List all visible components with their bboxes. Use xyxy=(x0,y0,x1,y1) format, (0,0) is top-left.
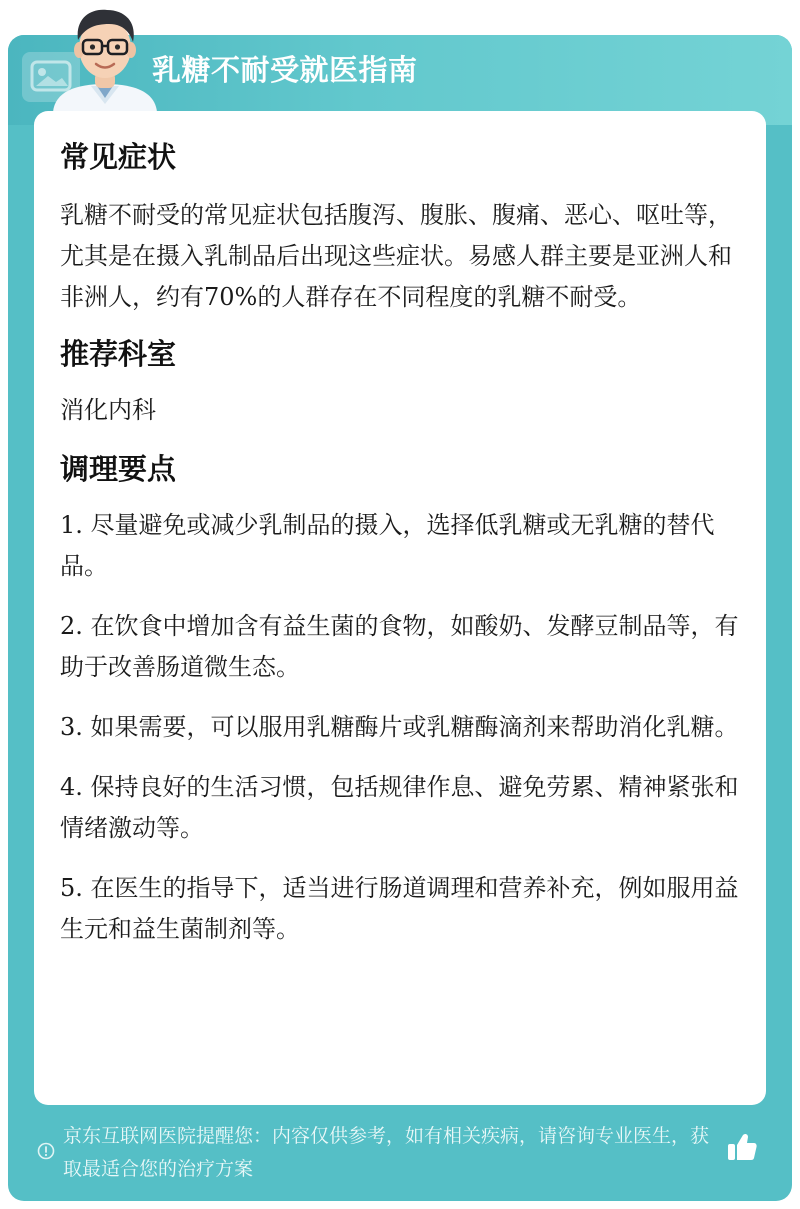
thumbs-up-icon[interactable] xyxy=(725,1130,759,1164)
symptoms-heading: 常见症状 xyxy=(60,140,177,174)
doctor-avatar-icon xyxy=(45,0,165,112)
department-heading: 推荐科室 xyxy=(60,337,177,371)
care-item-4: 4. 保持良好的生活习惯，包括规律作息、避免劳累、精神紧张和情绪激动等。 xyxy=(60,773,739,842)
page-title: 乳糖不耐受就医指南 xyxy=(152,53,418,87)
care-heading: 调理要点 xyxy=(60,452,177,486)
info-circle-icon xyxy=(37,1142,55,1160)
symptoms-text: 乳糖不耐受的常见症状包括腹泻、腹胀、腹痛、恶心、呕吐等，尤其是在摄入乳制品后出现这些症状。易感人群主要是亚洲人和非洲人，约有70%的人群存在不同程度的乳糖不耐受。 xyxy=(60,201,732,311)
care-item-2: 2. 在饮食中增加含有益生菌的食物，如酸奶、发酵豆制品等，有助于改善肠道微生态。 xyxy=(60,612,739,681)
department-text: 消化内科 xyxy=(60,396,156,424)
content-card xyxy=(34,111,766,1105)
care-item-3: 3. 如果需要，可以服用乳糖酶片或乳糖酶滴剂来帮助消化乳糖。 xyxy=(60,713,739,741)
care-item-5: 5. 在医生的指导下，适当进行肠道调理和营养补充，例如服用益生元和益生菌制剂等。 xyxy=(60,874,739,943)
care-item-1: 1. 尽量避免或减少乳制品的摄入，选择低乳糖或无乳糖的替代品。 xyxy=(60,511,715,580)
footer-disclaimer: 京东互联网医院提醒您：内容仅供参考，如有相关疾病，请咨询专业医生，获取最适合您的治疗方案 xyxy=(63,1125,710,1180)
